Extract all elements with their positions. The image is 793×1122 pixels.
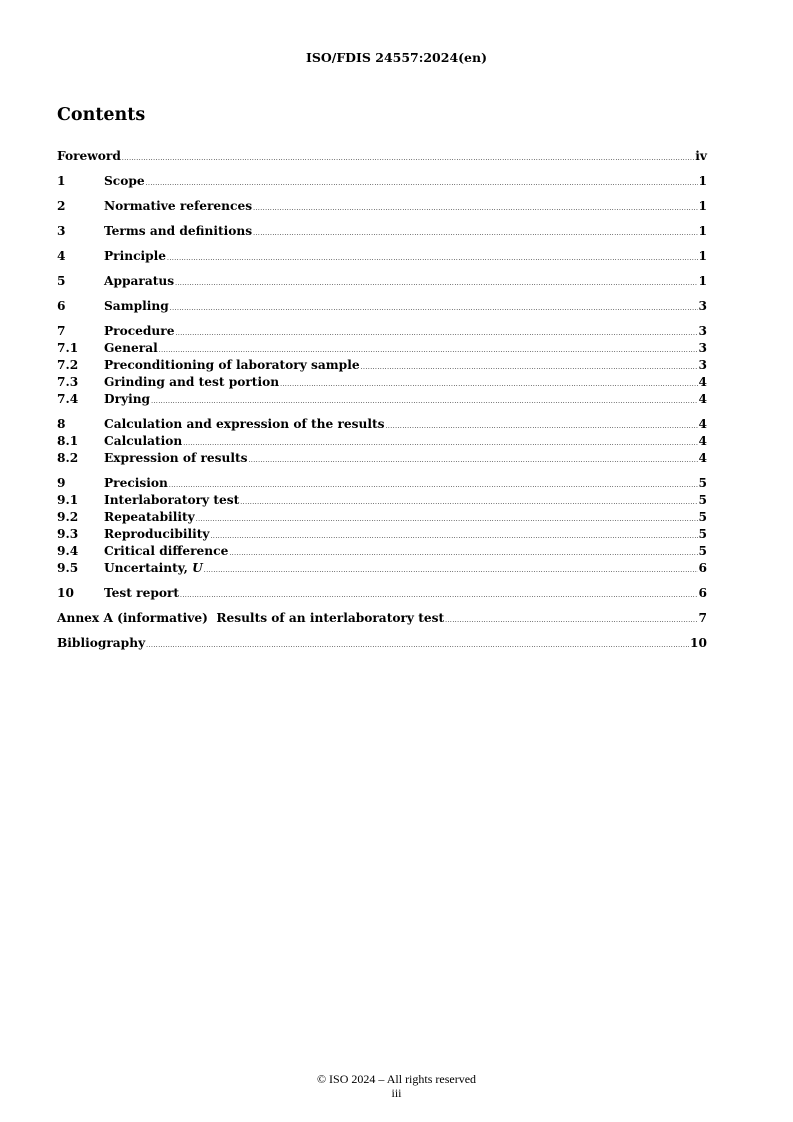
toc-entry-title-text: Bibliography — [57, 636, 146, 650]
toc-entry-title — [104, 450, 247, 467]
toc-dot-leader — [253, 200, 697, 217]
toc-entry[interactable] — [57, 198, 707, 215]
toc-entry-title-text: Scope — [104, 174, 145, 188]
toc-entry-title — [104, 173, 145, 190]
toc-entry-page: 4 — [698, 417, 707, 431]
toc-entry-title-text: Repeatability — [104, 510, 195, 524]
toc-entry-page: 1 — [698, 249, 707, 263]
toc-dot-leader — [170, 300, 698, 317]
toc-entry-title-text: Sampling — [104, 299, 169, 313]
toc-entry-number: 7.3 — [57, 375, 79, 389]
toc-entry-title-text: Test report — [104, 586, 180, 600]
toc-entry-page: 1 — [698, 274, 707, 288]
toc-entry-title — [104, 340, 158, 357]
contents-heading: Contents — [57, 105, 146, 125]
toc-entry-number: 7.4 — [57, 392, 79, 406]
toc-entry[interactable] — [57, 433, 707, 450]
toc-entry[interactable] — [57, 248, 707, 265]
toc-entry[interactable] — [57, 610, 707, 627]
toc-entry-number: 8 — [57, 417, 66, 431]
toc-entry[interactable] — [57, 323, 707, 340]
toc-entry-page: 1 — [698, 224, 707, 238]
toc-entry-title — [104, 198, 252, 215]
toc-entry-title — [104, 391, 150, 408]
toc-entry[interactable] — [57, 223, 707, 240]
toc-entry[interactable] — [57, 298, 707, 315]
toc-entry-title-text: Critical difference — [104, 544, 229, 558]
toc-entry-number: 9.3 — [57, 527, 79, 541]
toc-entry-title — [57, 610, 444, 627]
toc-entry-title — [104, 585, 179, 602]
toc-dot-leader — [204, 562, 698, 579]
toc-entry-title — [104, 492, 239, 509]
toc-entry-title — [104, 298, 169, 315]
toc-entry-number: 7.1 — [57, 341, 79, 355]
toc-entry-title-text: Calculation and expression of the results — [104, 417, 385, 431]
toc-entry-title — [104, 323, 174, 340]
toc-dot-leader — [175, 325, 697, 342]
toc-dot-leader — [385, 418, 697, 435]
toc-entry-title-text: Precision — [104, 476, 168, 490]
toc-entry-title — [104, 475, 168, 492]
toc-entry-title-text: Principle — [104, 249, 167, 263]
toc-entry-number: 3 — [57, 224, 66, 238]
toc-entry-page: 3 — [698, 299, 707, 313]
toc-entry-title-text: Foreword — [57, 149, 121, 163]
toc-entry-title — [104, 526, 210, 543]
toc-entry-title-text: General — [104, 341, 158, 355]
toc-entry[interactable] — [57, 450, 707, 467]
toc-dot-leader — [229, 545, 697, 562]
toc-entry-title — [104, 433, 182, 450]
toc-entry-title-text: Normative references — [104, 199, 253, 213]
page-footer — [0, 1072, 793, 1100]
toc-entry-title — [104, 273, 174, 290]
toc-entry-title-text: Preconditioning of laboratory sample — [104, 358, 360, 372]
toc-entry[interactable] — [57, 475, 707, 492]
copyright-notice: © ISO 2024 – All rights reserved — [316, 1072, 477, 1086]
document-identifier: ISO/FDIS 24557:2024(en) — [305, 50, 488, 65]
toc-entry-title — [104, 560, 203, 577]
toc-entry-title-text: Annex A (informative) Results of an interlaboratory test — [57, 611, 445, 625]
toc-entry-title-text: Expression of results — [104, 451, 248, 465]
page-number: iii — [391, 1086, 402, 1100]
toc-dot-leader — [175, 275, 697, 292]
toc-entry[interactable] — [57, 509, 707, 526]
toc-entry-page: 5 — [698, 476, 707, 490]
toc-entry-number: 9.5 — [57, 561, 79, 575]
toc-entry-page: 6 — [698, 561, 707, 575]
toc-entry-page: 3 — [698, 358, 707, 372]
toc-entry-title-text: Drying — [104, 392, 151, 406]
toc-entry-page: 7 — [698, 611, 707, 625]
toc-entry[interactable] — [57, 560, 707, 577]
toc-entry-number: 8.1 — [57, 434, 79, 448]
toc-entry[interactable] — [57, 416, 707, 433]
toc-entry-page: 1 — [698, 174, 707, 188]
toc-entry[interactable] — [57, 357, 707, 374]
toc-dot-leader — [122, 150, 694, 167]
toc-entry-title-italic: U — [192, 561, 203, 575]
toc-entry-title-text: Grinding and test portion — [104, 375, 280, 389]
toc-entry-page: 6 — [698, 586, 707, 600]
toc-entry-page: 4 — [698, 451, 707, 465]
toc-entry-title — [57, 635, 145, 652]
toc-entry-number: 8.2 — [57, 451, 79, 465]
toc-entry-title-text: Uncertainty, — [104, 561, 193, 575]
toc-dot-leader — [445, 612, 697, 629]
toc-entry-page: 10 — [690, 636, 707, 650]
toc-entry-page: 3 — [698, 324, 707, 338]
toc-dot-leader — [240, 494, 697, 511]
toc-dot-leader — [253, 225, 697, 242]
toc-dot-leader — [146, 637, 689, 654]
toc-entry[interactable] — [57, 526, 707, 543]
toc-entry[interactable] — [57, 543, 707, 560]
toc-dot-leader — [183, 435, 697, 452]
toc-entry-number: 9.1 — [57, 493, 79, 507]
toc-entry[interactable] — [57, 492, 707, 509]
toc-entry-number: 4 — [57, 249, 66, 263]
toc-entry-title — [104, 416, 384, 433]
toc-entry-page: 4 — [698, 392, 707, 406]
toc-entry-page: 1 — [698, 199, 707, 213]
toc-entry[interactable] — [57, 635, 707, 652]
toc-entry-page: iv — [695, 149, 707, 163]
toc-entry-number: 6 — [57, 299, 66, 313]
toc-entry-page: 4 — [698, 375, 707, 389]
toc-entry-title-text: Procedure — [104, 324, 175, 338]
toc-entry-title — [104, 374, 279, 391]
toc-entry-title — [104, 509, 195, 526]
toc-entry-number: 10 — [57, 586, 74, 600]
toc-entry[interactable] — [57, 585, 707, 602]
toc-entry-title — [104, 543, 228, 560]
toc-entry-number: 9.2 — [57, 510, 79, 524]
toc-entry-number: 5 — [57, 274, 66, 288]
toc-dot-leader — [169, 477, 698, 494]
toc-entry-number: 7 — [57, 324, 66, 338]
toc-dot-leader — [151, 393, 697, 410]
toc-entry-number: 9 — [57, 476, 66, 490]
toc-entry-number: 1 — [57, 174, 66, 188]
toc-dot-leader — [361, 359, 698, 376]
toc-dot-leader — [196, 511, 698, 528]
toc-entry-page: 3 — [698, 341, 707, 355]
toc-entry[interactable] — [57, 148, 707, 165]
toc-entry[interactable] — [57, 340, 707, 357]
toc-dot-leader — [280, 376, 697, 393]
toc-entry-number: 9.4 — [57, 544, 79, 558]
toc-entry-title-text: Terms and definitions — [104, 224, 253, 238]
toc-entry-title — [57, 148, 121, 165]
toc-entry-title-text: Apparatus — [104, 274, 175, 288]
toc-entry-page: 5 — [698, 527, 707, 541]
toc-entry-title-text: Reproducibility — [104, 527, 210, 541]
toc-dot-leader — [248, 452, 697, 469]
toc-entry-page: 5 — [698, 510, 707, 524]
toc-entry-title-text: Calculation — [104, 434, 183, 448]
toc-entry-page: 5 — [698, 544, 707, 558]
toc-dot-leader — [167, 250, 697, 267]
toc-entry-title-text: Interlaboratory test — [104, 493, 240, 507]
toc-entry[interactable] — [57, 173, 707, 190]
toc-entry[interactable] — [57, 273, 707, 290]
toc-entry-title — [104, 248, 166, 265]
toc-entry[interactable] — [57, 391, 707, 408]
toc-dot-leader — [146, 175, 698, 192]
toc-entry[interactable] — [57, 374, 707, 391]
toc-entry-number: 2 — [57, 199, 66, 213]
toc-entry-number: 7.2 — [57, 358, 79, 372]
toc-dot-leader — [211, 528, 698, 545]
toc-entry-title — [104, 223, 252, 240]
toc-entry-page: 4 — [698, 434, 707, 448]
table-of-contents — [57, 148, 707, 652]
toc-entry-title — [104, 357, 360, 374]
toc-entry-page: 5 — [698, 493, 707, 507]
toc-dot-leader — [180, 587, 697, 604]
